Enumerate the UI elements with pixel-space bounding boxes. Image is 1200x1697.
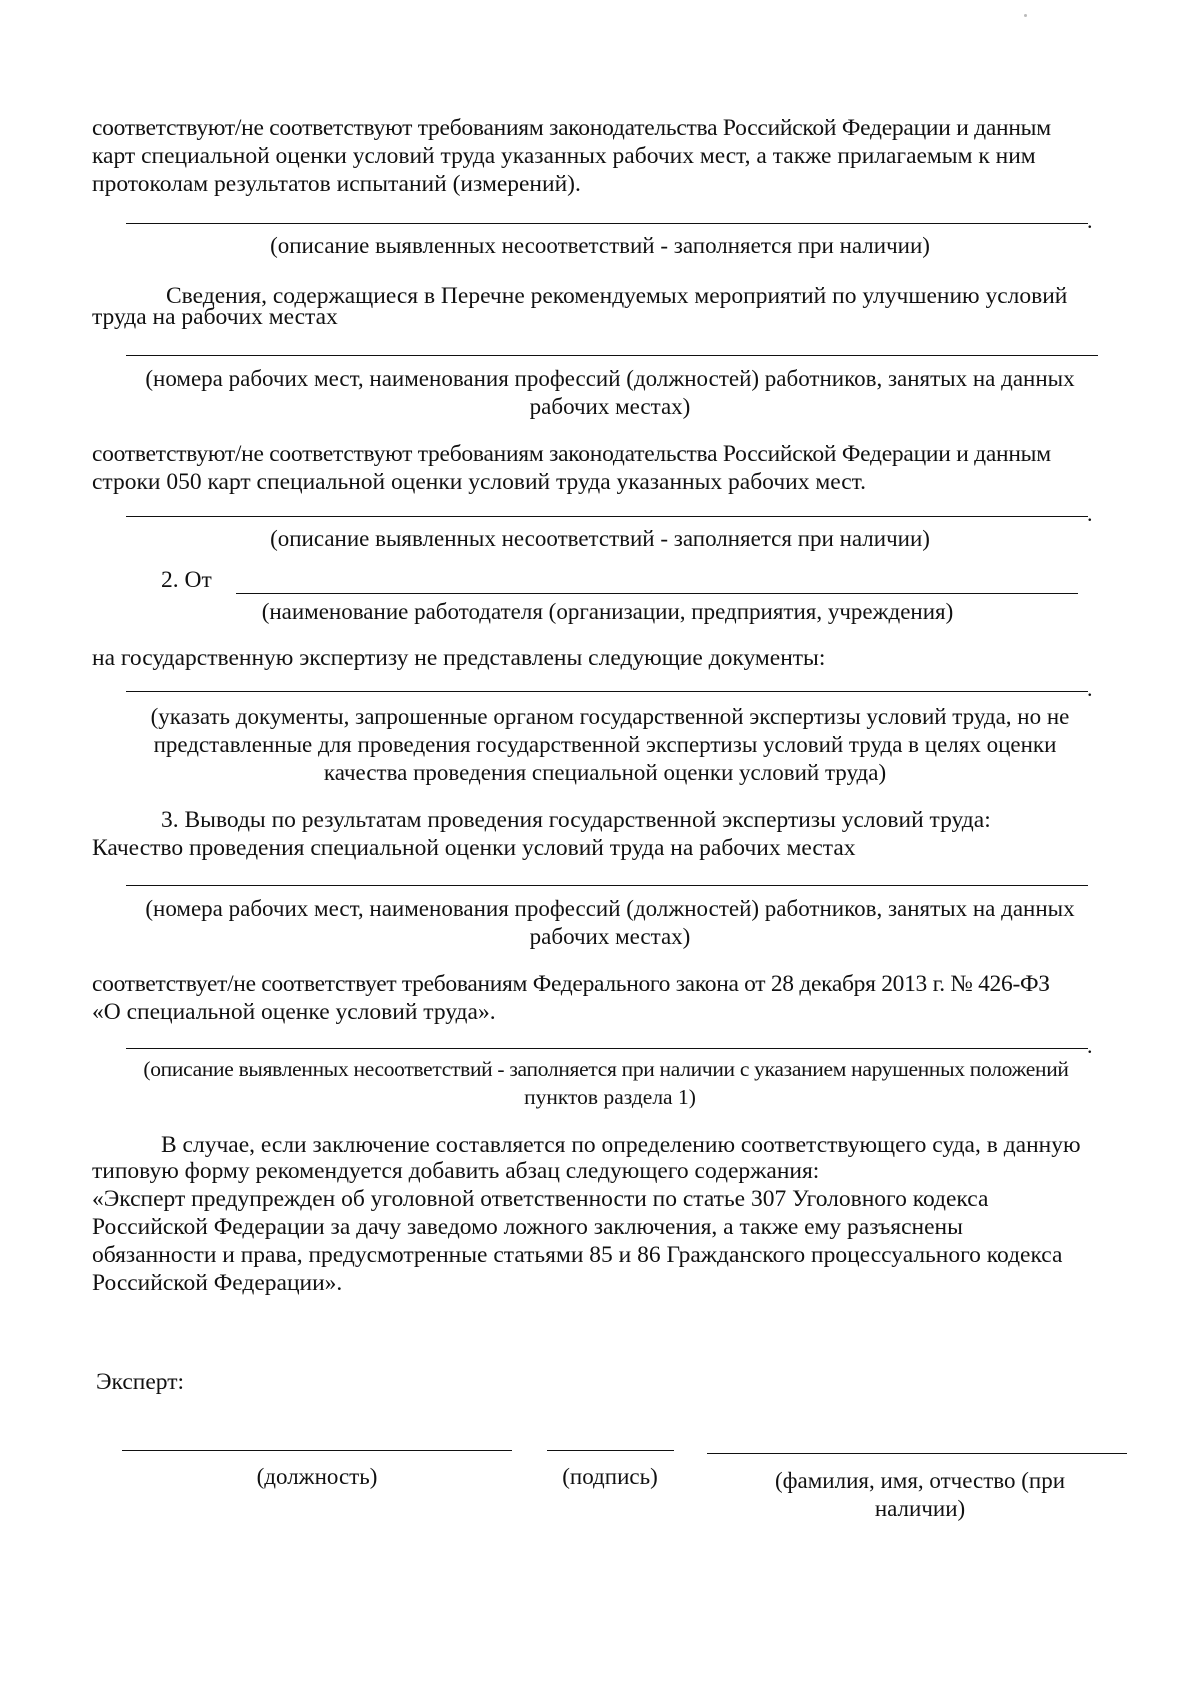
fill-line-workplaces-1 — [126, 355, 1098, 356]
caption-documents-1: (указать документы, запрошенные органом государственной экспертизы условий труда, но не — [150, 704, 1070, 729]
item3-quality: Качество проведения специальной оценки условий труда на рабочих местах — [92, 835, 856, 861]
court-line-2: типовую форму рекомендуется добавить абзац следующего содержания: — [92, 1158, 820, 1184]
caption-workplaces-2b: рабочих местах) — [529, 924, 691, 949]
caption-documents-3: качества проведения специальной оценки условий труда) — [323, 760, 887, 785]
caption-documents-2: представленные для проведения государственной экспертизы условий труда в целях оценки — [153, 732, 1057, 757]
fill-line-discrepancies-3 — [126, 1048, 1088, 1049]
line-end-dot: . — [1087, 501, 1093, 526]
signature-line-signature — [547, 1450, 674, 1451]
fill-line-discrepancies-1 — [126, 223, 1088, 224]
fill-line-employer — [236, 593, 1078, 594]
caption-workplaces-1b: рабочих местах) — [529, 394, 691, 419]
recommend-line-1: Сведения, содержащиеся в Перечне рекомендуемых мероприятий по улучшению условий — [166, 283, 1068, 309]
signature-caption-name-1: (фамилия, имя, отчество (при — [774, 1468, 1066, 1493]
recommend-conform-line-1: соответствуют/не соответствуют требованиям законодательства Российской Федерации и данным — [92, 441, 1051, 467]
caption-discrepancies-1: (описание выявленных несоответствий - заполняется при наличии) — [270, 233, 930, 258]
scan-speck — [1024, 14, 1027, 17]
caption-discrepancies-2: (описание выявленных несоответствий - заполняется при наличии) — [270, 526, 930, 551]
signature-line-name — [707, 1453, 1127, 1454]
fill-line-workplaces-2 — [126, 885, 1088, 886]
court-line-3: «Эксперт предупрежден об уголовной ответственности по статье 307 Уголовного кодекса — [92, 1186, 989, 1212]
court-line-1: В случае, если заключение составляется по определению соответствующего суда, в данную — [161, 1132, 1081, 1158]
conform-law-line-1: соответствует/не соответствует требованиям Федерального закона от 28 декабря 2013 г. № 426-ФЗ — [92, 971, 1050, 997]
line-end-dot: . — [1087, 1033, 1093, 1058]
recommend-line-2: труда на рабочих местах — [92, 304, 338, 330]
conform-law-line-2: «О специальной оценке условий труда». — [92, 999, 496, 1025]
caption-workplaces-2a: (номера рабочих мест, наименования профессий (должностей) работников, занятых на данных — [145, 896, 1075, 921]
intro-line-3: протоколам результатов испытаний (измерений). — [92, 171, 581, 197]
court-line-4: Российской Федерации за дачу заведомо ложного заключения, а также ему разъяснены — [92, 1214, 963, 1240]
signature-caption-position: (должность) — [256, 1464, 378, 1489]
item2-prefix: 2. От — [161, 567, 212, 593]
recommend-conform-line-2: строки 050 карт специальной оценки условий труда указанных рабочих мест. — [92, 469, 867, 495]
signature-caption-name-2: наличии) — [874, 1496, 966, 1521]
court-line-5: обязанности и права, предусмотренные статьями 85 и 86 Гражданского процессуального кодекса — [92, 1242, 1063, 1268]
line-end-dot: . — [1087, 208, 1093, 233]
fill-line-discrepancies-2 — [126, 516, 1088, 517]
court-line-6: Российской Федерации». — [92, 1270, 343, 1296]
line-end-dot: . — [1087, 676, 1093, 701]
signature-caption-signature: (подпись) — [562, 1464, 658, 1489]
caption-employer: (наименование работодателя (организации, предприятия, учреждения) — [261, 599, 954, 624]
missing-docs-text: на государственную экспертизу не представлены следующие документы: — [92, 645, 826, 671]
caption-discrepancies-points-1: (описание выявленных несоответствий - заполняется при наличии с указанием нарушенных положений — [143, 1057, 1069, 1081]
caption-discrepancies-points-2: пунктов раздела 1) — [524, 1085, 696, 1109]
intro-line-1: соответствуют/не соответствуют требованиям законодательства Российской Федерации и данным — [92, 115, 1051, 141]
fill-line-documents — [126, 691, 1088, 692]
signature-line-position — [122, 1450, 512, 1451]
caption-workplaces-1a: (номера рабочих мест, наименования профессий (должностей) работников, занятых на данных — [145, 366, 1075, 391]
expert-label: Эксперт: — [96, 1369, 185, 1395]
intro-line-2: карт специальной оценки условий труда указанных рабочих мест, а также прилагаемым к ним — [92, 143, 1036, 169]
item3-heading: 3. Выводы по результатам проведения государственной экспертизы условий труда: — [161, 807, 991, 833]
